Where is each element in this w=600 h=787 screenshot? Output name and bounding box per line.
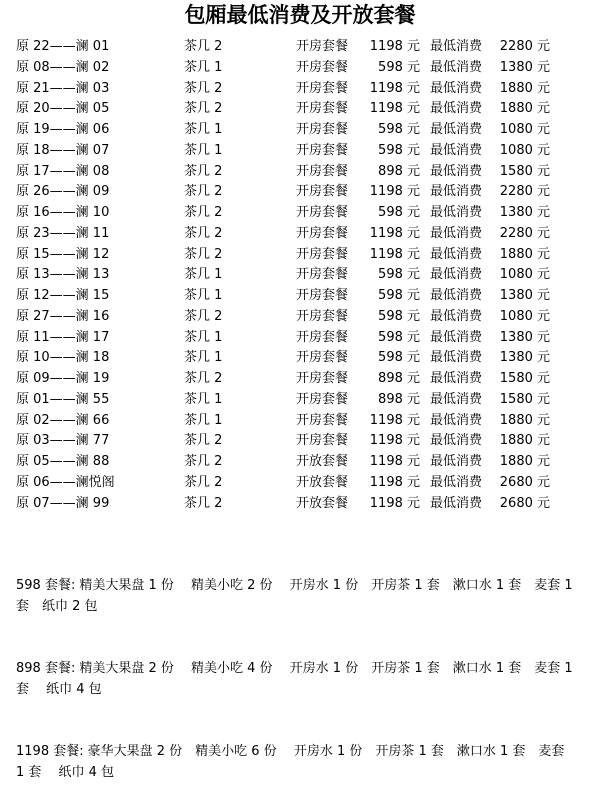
tea-table: 茶几 1 [184,412,223,428]
table-row [16,58,586,79]
table-row [16,224,586,245]
package-1198 [16,741,576,783]
minimum-label: 最低消费 [430,391,483,407]
tea-table: 茶几 2 [184,474,223,490]
package-name: 598 套餐: [16,578,76,593]
room-name: 原 22——澜 01 [16,39,110,54]
package-price: 1198 元 [369,495,420,511]
minimum-price: 2280 元 [499,225,550,241]
minimum-label: 最低消费 [430,329,483,345]
tea-table: 茶几 2 [184,39,223,54]
package-price: 1198 元 [369,474,420,490]
package-label: 开房套餐 [296,267,349,283]
package-price: 898 元 [378,163,420,179]
tea-table: 茶几 2 [184,433,223,449]
minimum-label: 最低消费 [430,80,483,96]
package-price: 598 元 [378,122,420,137]
table-row [16,245,586,266]
room-name: 原 21——澜 03 [16,80,110,96]
minimum-label: 最低消费 [430,474,483,490]
minimum-label: 最低消费 [430,122,483,137]
package-price: 598 元 [378,142,420,158]
minimum-price: 1580 元 [499,371,550,386]
tea-table: 茶几 2 [184,454,223,469]
minimum-price: 1580 元 [499,391,550,407]
minimum-price: 1380 元 [499,350,550,366]
minimum-label: 最低消费 [430,350,483,366]
minimum-price: 1880 元 [499,412,550,428]
minimum-label: 最低消费 [430,495,483,511]
minimum-price: 1080 元 [499,267,550,283]
minimum-label: 最低消费 [430,288,483,303]
tea-table: 茶几 2 [184,371,223,386]
package-label: 开放套餐 [296,495,349,511]
table-row [16,328,586,349]
package-label: 开房套餐 [296,412,349,428]
tea-table: 茶几 2 [184,184,223,200]
table-row [16,203,586,224]
table-row [16,286,586,307]
room-name: 原 09——澜 19 [16,371,110,386]
package-label: 开房套餐 [296,205,349,220]
tea-table: 茶几 2 [184,101,223,117]
table-row [16,473,586,494]
page-title: 包厢最低消费及开放套餐 [184,3,416,27]
package-price: 1198 元 [369,454,420,469]
package-price: 598 元 [378,329,420,345]
tea-table: 茶几 2 [184,163,223,179]
package-label: 开房套餐 [296,225,349,241]
minimum-price: 1380 元 [499,59,550,75]
package-price: 898 元 [378,371,420,386]
room-name: 原 13——澜 13 [16,267,110,283]
room-name: 原 02——澜 66 [16,412,110,428]
package-label: 开房套餐 [296,59,349,75]
minimum-label: 最低消费 [430,412,483,428]
table-row [16,307,586,328]
minimum-label: 最低消费 [430,267,483,283]
package-price: 1198 元 [369,433,420,449]
package-price: 1198 元 [369,412,420,428]
package-price: 598 元 [378,205,420,220]
package-price: 1198 元 [369,225,420,241]
table-row [16,369,586,390]
tea-table: 茶几 1 [184,142,223,158]
room-name: 原 18——澜 07 [16,142,110,158]
package-price: 1198 元 [369,80,420,96]
tea-table: 茶几 1 [184,267,223,283]
package-label: 开房套餐 [296,433,349,449]
package-name: 1198 套餐: [16,744,84,759]
minimum-price: 1380 元 [499,329,550,345]
table-row [16,265,586,286]
minimum-label: 最低消费 [430,184,483,200]
package-label: 开房套餐 [296,101,349,117]
tea-table: 茶几 1 [184,288,223,303]
package-price: 598 元 [378,350,420,366]
table-row [16,431,586,452]
minimum-price: 1880 元 [499,246,550,262]
table-row [16,452,586,473]
room-name: 原 16——澜 10 [16,205,110,220]
package-label: 开房套餐 [296,142,349,158]
minimum-price: 1880 元 [499,433,550,449]
package-label: 开房套餐 [296,288,349,303]
tea-table: 茶几 1 [184,350,223,366]
minimum-price: 2280 元 [499,39,550,54]
minimum-price: 1080 元 [499,142,550,158]
table-row [16,494,586,515]
package-label: 开房套餐 [296,371,349,386]
minimum-label: 最低消费 [430,454,483,469]
minimum-label: 最低消费 [430,39,483,54]
tea-table: 茶几 2 [184,205,223,220]
room-name: 原 26——澜 09 [16,184,110,200]
minimum-label: 最低消费 [430,225,483,241]
room-name: 原 01——澜 55 [16,391,110,407]
package-price: 1198 元 [369,101,420,117]
package-label: 开房套餐 [296,391,349,407]
package-label: 开房套餐 [296,308,349,324]
minimum-label: 最低消费 [430,101,483,117]
tea-table: 茶几 1 [184,122,223,137]
minimum-label: 最低消费 [430,308,483,324]
package-price: 1198 元 [369,184,420,200]
tea-table: 茶几 1 [184,329,223,345]
package-label: 开房套餐 [296,122,349,137]
table-row [16,411,586,432]
room-list [16,37,586,514]
room-name: 原 19——澜 06 [16,122,110,137]
package-items: 精美大果盘 1 份 精美小吃 2 份 开房水 1 份 开房茶 1 套 漱口水 1 套 麦套 1 套 纸巾 2 包 [16,578,573,614]
package-label: 开房套餐 [296,350,349,366]
minimum-price: 1880 元 [499,101,550,117]
package-price: 598 元 [378,288,420,303]
minimum-label: 最低消费 [430,371,483,386]
minimum-price: 1080 元 [499,122,550,137]
minimum-price: 1880 元 [499,454,550,469]
table-row [16,348,586,369]
package-598 [16,575,576,617]
package-price: 1198 元 [369,39,420,54]
room-name: 原 20——澜 05 [16,101,110,117]
table-row [16,182,586,203]
room-name: 原 10——澜 18 [16,350,110,366]
minimum-label: 最低消费 [430,142,483,158]
room-name: 原 08——澜 02 [16,59,110,75]
minimum-label: 最低消费 [430,205,483,220]
package-label: 开放套餐 [296,454,349,469]
minimum-label: 最低消费 [430,59,483,75]
room-name: 原 07——澜 99 [16,495,110,511]
table-row [16,120,586,141]
package-price: 1198 元 [369,246,420,262]
package-label: 开房套餐 [296,184,349,200]
package-label: 开房套餐 [296,39,349,54]
room-name: 原 11——澜 17 [16,329,110,345]
package-price: 598 元 [378,59,420,75]
minimum-price: 2680 元 [499,474,550,490]
room-name: 原 15——澜 12 [16,246,110,262]
minimum-price: 2680 元 [499,495,550,511]
package-name: 898 套餐: [16,661,76,676]
minimum-label: 最低消费 [430,163,483,179]
package-label: 开放套餐 [296,474,349,490]
room-name: 原 12——澜 15 [16,288,110,303]
tea-table: 茶几 1 [184,59,223,75]
room-name: 原 06——澜悦阁 [16,474,115,490]
package-label: 开房套餐 [296,163,349,179]
minimum-label: 最低消费 [430,246,483,262]
table-row [16,162,586,183]
tea-table: 茶几 2 [184,246,223,262]
package-label: 开房套餐 [296,246,349,262]
minimum-price: 1080 元 [499,308,550,324]
table-row [16,37,586,58]
table-row [16,390,586,411]
minimum-price: 1880 元 [499,80,550,96]
package-price: 898 元 [378,391,420,407]
tea-table: 茶几 1 [184,391,223,407]
package-price: 598 元 [378,267,420,283]
tea-table: 茶几 2 [184,308,223,324]
minimum-price: 1380 元 [499,205,550,220]
tea-table: 茶几 2 [184,80,223,96]
minimum-price: 1580 元 [499,163,550,179]
package-label: 开房套餐 [296,80,349,96]
minimum-label: 最低消费 [430,433,483,449]
minimum-price: 2280 元 [499,184,550,200]
room-name: 原 27——澜 16 [16,308,110,324]
tea-table: 茶几 2 [184,495,223,511]
room-name: 原 23——澜 11 [16,225,110,241]
package-items: 精美大果盘 2 份 精美小吃 4 份 开房水 1 份 开房茶 1 套 漱口水 1 套 麦套 1 套 纸巾 4 包 [16,661,573,697]
tea-table: 茶几 2 [184,225,223,241]
package-price: 598 元 [378,308,420,324]
package-items: 豪华大果盘 2 份 精美小吃 6 份 开房水 1 份 开房茶 1 套 漱口水 1 套 麦套 1 套 纸巾 4 包 [16,744,565,780]
minimum-price: 1380 元 [499,288,550,303]
table-row [16,79,586,100]
table-row [16,141,586,162]
room-name: 原 03——澜 77 [16,433,110,449]
room-name: 原 17——澜 08 [16,163,110,179]
table-row [16,99,586,120]
package-898 [16,658,576,700]
package-label: 开房套餐 [296,329,349,345]
room-name: 原 05——澜 88 [16,454,110,469]
